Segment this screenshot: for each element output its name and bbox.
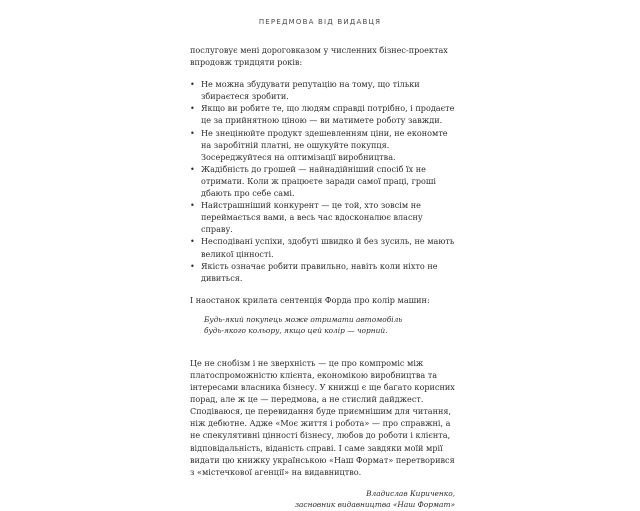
signature-role: засновник видавництва «Наш Формат» <box>295 500 455 510</box>
list-item <box>190 199 455 235</box>
list-item-text: Найстрашніший конкурент — це той, хто зовсім не переймається вами, а весь час вдосконалює власну справу. <box>201 200 423 235</box>
list-item-text: Не знецінюйте продукт здешевленням ціни, не економте на заробітній платні, не ошукуйте покупця. Зосереджуйтеся на оптимізації виробництва. <box>201 127 448 162</box>
list-item <box>190 102 455 126</box>
signature-name: Владислав Кириченко, <box>366 488 455 498</box>
bullet-icon: • <box>190 260 195 271</box>
list-item-text: Якщо ви робите те, що людям справді потрібно, і продаєте це за прийнятною ціною — ви матимете роботу завжди. <box>201 103 455 126</box>
signature-block <box>190 488 455 511</box>
list-item-text: Якість означає робити правильно, навіть коли ніхто не дивиться. <box>201 260 438 283</box>
bullet-icon: • <box>190 200 195 211</box>
list-item-text: Не можна збудувати репутацію на тому, що тільки збираєтеся зробити. <box>201 79 420 102</box>
list-item <box>190 260 455 284</box>
bullet-icon: • <box>190 236 195 247</box>
list-item <box>190 235 455 259</box>
bullet-icon: • <box>190 79 195 90</box>
running-header: ПЕРЕДМОВА ВІД ВИДАВЦЯ <box>258 18 382 26</box>
page-body <box>190 44 455 511</box>
bullet-icon: • <box>190 127 195 138</box>
list-item <box>190 163 455 199</box>
principles-list <box>190 78 455 284</box>
list-item-text: Несподівані успіхи, здобуті швидко й без зусиль, не мають великої цінності. <box>201 236 455 259</box>
opening-paragraph: послуговує мені дороговказом у численних бізнес-проектах впродовж тридцяти років: <box>190 45 448 68</box>
bullet-icon: • <box>190 103 195 114</box>
list-item <box>190 127 455 163</box>
quote-intro-paragraph: І наостанок крилата сентенція Форда про колір машин: <box>190 294 430 305</box>
bullet-icon: • <box>190 163 195 174</box>
list-item-text: Жадібність до грошей — найнадійніший спосіб їх не отримати. Коли ж працюєте заради самої праці, гроші дбають про себе самі. <box>201 163 436 199</box>
closing-paragraph: Це не снобізм і не зверхність — це про компроміс між платоспроможністю клієнта, економікою виробництва та інтересами власника бізнесу. У книжці є ще багато корисних порад, але ж це — передмова, а не стислий дайджест. Сподіваюся, це перевидання буде приємнішим для читання, ніж дебютне. Адже «Моє життя і робота» — про справжні, а не спекулятивні цінності бізнесу, любов до роботи і клієнта, відповідальність, віданість справі. І саме завдяки моїй мрії видати цю книжку українською «Наш Формат» перетворився з «містечкової агенції» на видавництво. <box>190 357 455 477</box>
list-item <box>190 78 455 102</box>
ford-quote: Будь-який покупець може отримати автомобіль будь-якого кольору, якщо цей колір — чорний. <box>204 314 403 336</box>
